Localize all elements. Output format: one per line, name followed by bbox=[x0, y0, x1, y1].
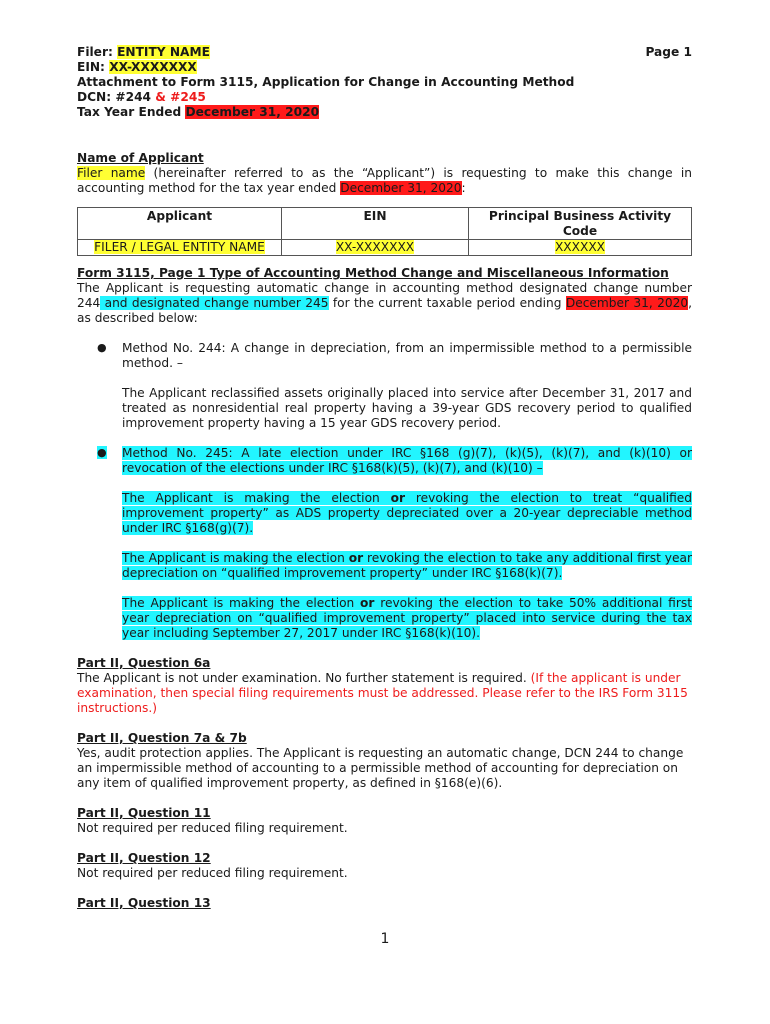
applicant-col-header: Applicant bbox=[78, 208, 282, 240]
election-a-or: or bbox=[390, 491, 406, 505]
q12-text: Not required per reduced filing requirement. bbox=[77, 866, 348, 880]
dcn-line bbox=[77, 90, 692, 105]
method-244-detail: The Applicant reclassified assets originally placed into service after December 31, 2017 and treated as nonresidential real property having a 39-year GDS recovery period to qualified improvement property having a 15 year GDS recovery period. bbox=[122, 386, 692, 430]
method-245-paragraph bbox=[122, 446, 692, 476]
filer-line bbox=[77, 45, 692, 60]
q7-text: Yes, audit protection applies. The Applicant is requesting an automatic change, DCN 244 to change an impermissible method of accounting to a permissible method of accounting for depreciation on any item of qualified improvement property, as defined in §168(e)(6). bbox=[77, 746, 684, 790]
bullet-icon: ● bbox=[97, 341, 107, 354]
bullet-icon: ● bbox=[97, 446, 107, 459]
applicant-table-row bbox=[78, 240, 692, 256]
activity-code-cell-value: XXXXXX bbox=[554, 240, 606, 254]
filer-label: Filer: bbox=[77, 45, 113, 59]
q12-heading: Part II, Question 12 bbox=[77, 851, 211, 865]
tax-year-value: December 31, 2020 bbox=[185, 105, 320, 119]
q6a-red-note: (If the applicant is under examination, then special filing requirements must be addressed. Please refer to the IRS Form 3115 instructions.) bbox=[77, 671, 688, 715]
filer-name-highlight: Filer name bbox=[77, 166, 146, 180]
election-b-or: or bbox=[348, 551, 364, 565]
intro-text-3: , as described below: bbox=[77, 296, 692, 325]
ein-cell bbox=[282, 240, 469, 256]
part-ii-q11 bbox=[77, 806, 692, 836]
ein-col-header: EIN bbox=[282, 208, 469, 240]
form-3115-intro bbox=[77, 281, 692, 326]
name-of-applicant-text bbox=[77, 166, 692, 196]
dcn-amp: & #245 bbox=[151, 90, 206, 104]
part-ii-q6a bbox=[77, 656, 692, 716]
election-a-pre: The Applicant is making the election bbox=[122, 491, 391, 505]
election-a bbox=[122, 491, 692, 536]
q6a-body: The Applicant is not under examination. No further statement is required. bbox=[77, 671, 531, 685]
page-number: 1 bbox=[380, 931, 390, 947]
name-of-applicant-heading: Name of Applicant bbox=[77, 151, 204, 165]
q13-heading: Part II, Question 13 bbox=[77, 896, 211, 910]
method-244-detail-block bbox=[77, 386, 692, 431]
ein-label: EIN: bbox=[77, 60, 105, 74]
intro-date-highlight: December 31, 2020 bbox=[565, 296, 689, 310]
election-b-post: revoking the election to take any additional first year depreciation on “qualified improvement property” under IRC §168(k)(7). bbox=[122, 551, 693, 580]
part-ii-q13 bbox=[77, 896, 692, 911]
election-a-block bbox=[77, 491, 692, 536]
intro-text-2: for the current taxable period ending bbox=[328, 296, 566, 310]
part-ii-q7 bbox=[77, 731, 692, 791]
election-c-highlight bbox=[122, 596, 692, 640]
tax-year-date-highlight: December 31, 2020 bbox=[340, 181, 462, 195]
bullet-method-245 bbox=[77, 446, 692, 476]
election-a-highlight bbox=[122, 491, 692, 535]
part-ii-q12 bbox=[77, 851, 692, 881]
election-b-block bbox=[77, 551, 692, 581]
attachment-line: Attachment to Form 3115, Application for Change in Accounting Method bbox=[77, 75, 575, 89]
tax-year-label: Tax Year Ended bbox=[77, 105, 182, 119]
form-3115-heading: Form 3115, Page 1 Type of Accounting Method Change and Miscellaneous Information bbox=[77, 266, 669, 280]
q11-text: Not required per reduced filing requirement. bbox=[77, 821, 348, 835]
election-c-pre: The Applicant is making the election bbox=[122, 596, 361, 610]
election-b-pre: The Applicant is making the election bbox=[122, 551, 349, 565]
applicant-table bbox=[77, 207, 692, 256]
tax-year-line bbox=[77, 105, 692, 120]
election-c-block bbox=[77, 596, 692, 641]
activity-code-col-header: Principal Business Activity Code bbox=[469, 208, 692, 240]
method-244-text: Method No. 244: A change in depreciation, from an impermissible method to a permissible method. – bbox=[122, 341, 692, 370]
intro-dcn-245-highlight: and designated change number 245 bbox=[100, 296, 329, 310]
name-of-applicant-colon: : bbox=[461, 181, 466, 195]
applicant-cell bbox=[78, 240, 282, 256]
name-of-applicant-section bbox=[77, 151, 692, 256]
name-of-applicant-body: (hereinafter referred to as the “Applicant”) is requesting to make this change in accounting method for the tax year ended bbox=[77, 166, 692, 195]
q11-heading: Part II, Question 11 bbox=[77, 806, 211, 820]
intro-text-1: The Applicant is requesting automatic change in accounting method designated change number 244 bbox=[77, 281, 692, 310]
election-b bbox=[122, 551, 692, 581]
election-c-post: revoking the election to take 50% additional first year depreciation on “qualified improvement property” placed into service during the tax year including September 27, 2017 under IRC §168(k)(10). bbox=[122, 596, 692, 640]
ein-value: XX-XXXXXXX bbox=[109, 60, 197, 74]
election-c bbox=[122, 596, 692, 641]
election-b-highlight bbox=[122, 551, 692, 580]
dcn-label: DCN: #244 bbox=[77, 90, 152, 104]
applicant-table-header-row bbox=[78, 208, 692, 240]
document-page bbox=[77, 45, 692, 911]
form-3115-section bbox=[77, 266, 692, 641]
q6a-text bbox=[77, 671, 692, 716]
election-c-or: or bbox=[360, 596, 375, 610]
q6a-heading: Part II, Question 6a bbox=[77, 656, 211, 670]
ein-line bbox=[77, 60, 692, 75]
q7-heading: Part II, Question 7a & 7b bbox=[77, 731, 247, 745]
election-a-post: revoking the election to treat “qualified improvement property” as ADS property depreciated over a 20-year depreciable method under IRC §168(g)(7). bbox=[122, 491, 693, 535]
activity-code-cell bbox=[469, 240, 692, 256]
document-header bbox=[77, 45, 692, 120]
filer-value: ENTITY NAME bbox=[117, 45, 210, 59]
page-label: Page 1 bbox=[645, 45, 692, 59]
ein-cell-value: XX-XXXXXXX bbox=[335, 240, 415, 254]
bullet-method-244 bbox=[77, 341, 692, 371]
method-245-text: Method No. 245: A late election under IRC §168 (g)(7), (k)(5), (k)(7), and (k)(10) or revocation of the elections under IRC §168(k)(5), (k)(7), and (k)(10) – bbox=[122, 446, 692, 475]
applicant-cell-value: FILER / LEGAL ENTITY NAME bbox=[94, 240, 265, 254]
